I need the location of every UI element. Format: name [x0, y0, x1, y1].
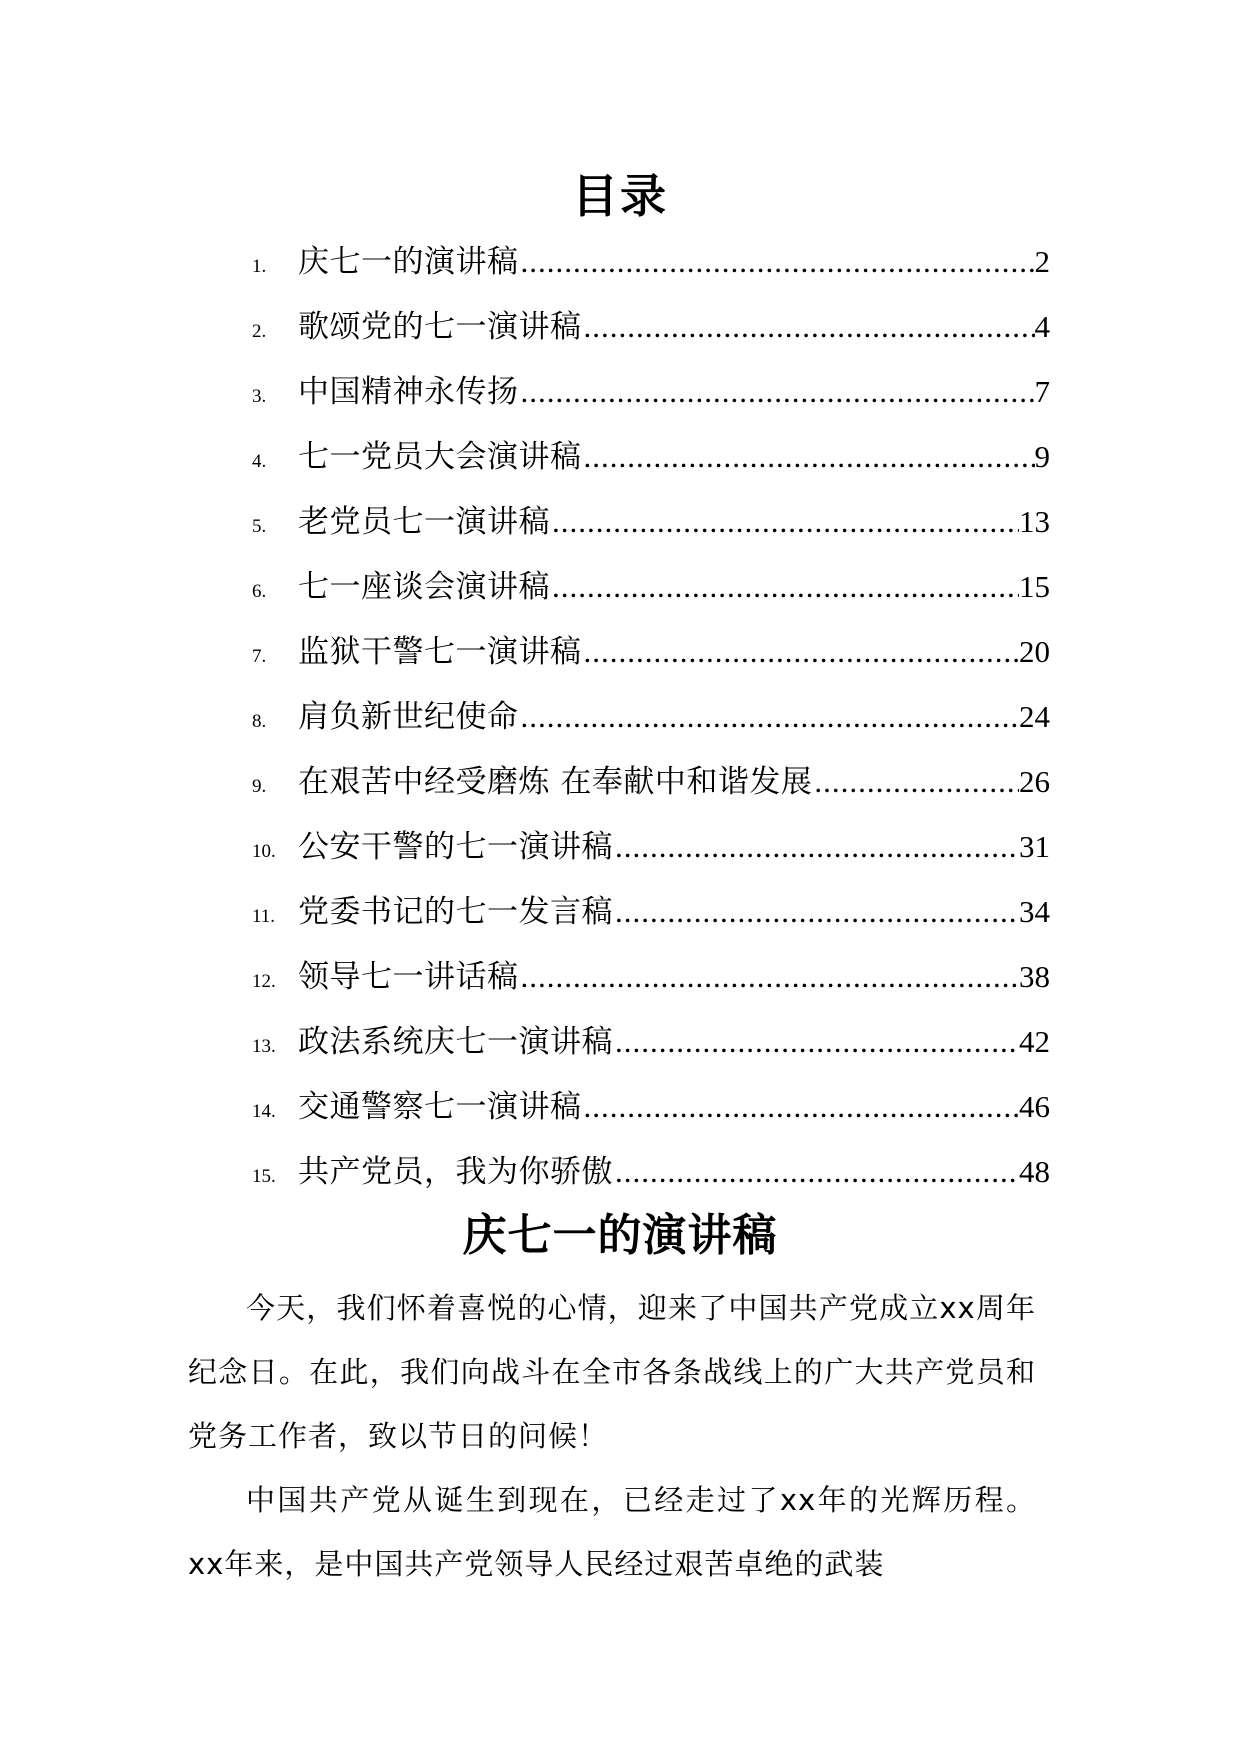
- toc-entry-page-number: 15: [1019, 569, 1050, 604]
- toc-entry-number: 9.: [252, 776, 267, 797]
- toc-entry-number: 5.: [252, 516, 267, 537]
- toc-entry[interactable]: [252, 561, 1050, 626]
- article-title: 庆七一的演讲稿: [462, 1210, 778, 1261]
- toc-entry-title: 老党员七一演讲稿: [298, 504, 550, 540]
- body-paragraph: 中国共产党从诞生到现在，已经走过了xx年的光辉历程。xx年来，是中国共产党领导人民经过艰苦卓绝的武装: [188, 1483, 1036, 1581]
- toc-entry-number: 12.: [252, 971, 276, 992]
- toc-entry[interactable]: [252, 1016, 1050, 1081]
- toc-entry[interactable]: [252, 431, 1050, 496]
- toc-dot-leader: [582, 634, 1020, 670]
- toc-entry[interactable]: [252, 756, 1050, 821]
- toc-dot-leader: [550, 569, 1019, 605]
- toc-entry-title: 庆七一的演讲稿: [298, 244, 519, 280]
- toc-entry-page-number: 34: [1019, 894, 1050, 929]
- body-paragraph: 今天，我们怀着喜悦的心情，迎来了中国共产党成立xx周年纪念日。在此，我们向战斗在全市各条战线上的广大共产党员和党务工作者，致以节日的问候！: [188, 1291, 1036, 1453]
- toc-entry[interactable]: [252, 951, 1050, 1016]
- table-of-contents: [252, 236, 1050, 1211]
- toc-entry-title: 政法系统庆七一演讲稿: [298, 1024, 613, 1060]
- toc-entry-title: 歌颂党的七一演讲稿: [298, 309, 582, 345]
- toc-entry-title: 七一座谈会演讲稿: [298, 569, 550, 605]
- toc-entry[interactable]: [252, 1146, 1050, 1211]
- toc-entry-number: 13.: [252, 1036, 276, 1057]
- toc-dot-leader: [582, 439, 1035, 475]
- toc-entry[interactable]: [252, 236, 1050, 301]
- toc-entry[interactable]: [252, 1081, 1050, 1146]
- toc-entry[interactable]: [252, 496, 1050, 561]
- toc-entry-title: 中国精神永传扬: [298, 374, 519, 410]
- toc-entry-page-number: 46: [1019, 1089, 1050, 1124]
- toc-dot-leader: [519, 244, 1035, 280]
- toc-entry-title: 交通警察七一演讲稿: [298, 1089, 582, 1125]
- toc-dot-leader: [613, 829, 1019, 865]
- toc-title: 目录: [572, 169, 668, 223]
- toc-entry-title: 公安干警的七一演讲稿: [298, 829, 613, 865]
- toc-entry-page-number: 4: [1034, 309, 1050, 344]
- toc-entry-page-number: 26: [1019, 764, 1050, 799]
- toc-entry-title: 肩负新世纪使命: [298, 699, 519, 735]
- toc-entry-number: 10.: [252, 841, 276, 862]
- toc-entry[interactable]: [252, 821, 1050, 886]
- toc-dot-leader: [613, 1154, 1019, 1190]
- toc-entry[interactable]: [252, 691, 1050, 756]
- toc-entry-page-number: 20: [1019, 634, 1050, 669]
- toc-entry[interactable]: [252, 886, 1050, 951]
- toc-entry-page-number: 48: [1019, 1154, 1050, 1189]
- toc-entry-number: 4.: [252, 451, 267, 472]
- toc-dot-leader: [519, 959, 1020, 995]
- toc-entry-number: 2.: [252, 321, 267, 342]
- toc-entry-number: 6.: [252, 581, 267, 602]
- toc-dot-leader: [812, 764, 1019, 800]
- toc-entry-page-number: 42: [1019, 1024, 1050, 1059]
- toc-dot-leader: [582, 1089, 1020, 1125]
- toc-entry-page-number: 38: [1019, 959, 1050, 994]
- toc-entry-number: 7.: [252, 646, 267, 667]
- toc-entry[interactable]: [252, 626, 1050, 691]
- article-body: [188, 1276, 1036, 1596]
- toc-entry-title: 监狱干警七一演讲稿: [298, 634, 582, 670]
- toc-entry-number: 8.: [252, 711, 267, 732]
- toc-dot-leader: [582, 309, 1035, 345]
- toc-dot-leader: [519, 699, 1020, 735]
- toc-dot-leader: [613, 1024, 1019, 1060]
- toc-entry-page-number: 7: [1034, 374, 1050, 409]
- toc-entry-page-number: 31: [1019, 829, 1050, 864]
- toc-dot-leader: [550, 504, 1019, 540]
- toc-entry-page-number: 13: [1019, 504, 1050, 539]
- toc-entry-number: 1.: [252, 256, 267, 277]
- toc-entry-page-number: 2: [1034, 244, 1050, 279]
- toc-entry-title: 领导七一讲话稿: [298, 959, 519, 995]
- toc-entry-page-number: 24: [1019, 699, 1050, 734]
- toc-entry-title: 共产党员，我为你骄傲: [298, 1154, 613, 1190]
- toc-entry[interactable]: [252, 301, 1050, 366]
- toc-dot-leader: [613, 894, 1019, 930]
- toc-entry[interactable]: [252, 366, 1050, 431]
- toc-entry-number: 15.: [252, 1166, 276, 1187]
- toc-entry-number: 3.: [252, 386, 267, 407]
- toc-entry-title: 党委书记的七一发言稿: [298, 894, 613, 930]
- toc-entry-number: 14.: [252, 1101, 276, 1122]
- toc-entry-page-number: 9: [1034, 439, 1050, 474]
- toc-entry-title: 七一党员大会演讲稿: [298, 439, 582, 475]
- toc-entry-number: 11.: [252, 906, 276, 927]
- toc-dot-leader: [519, 374, 1035, 410]
- toc-entry-title: 在艰苦中经受磨炼 在奉献中和谐发展: [298, 764, 813, 800]
